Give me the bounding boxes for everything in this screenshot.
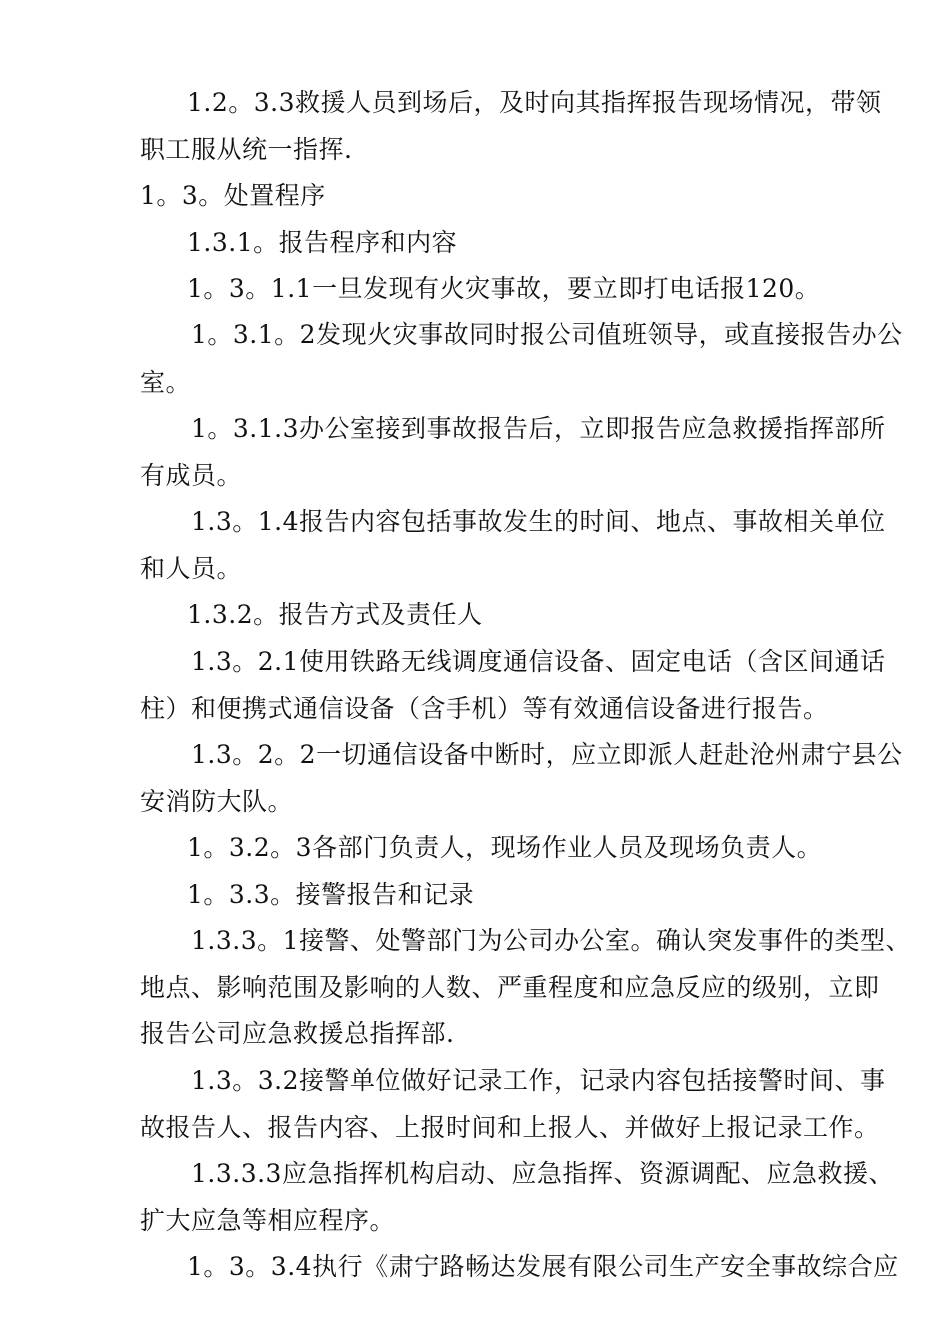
paragraph-line: 职工服从统一指挥. bbox=[140, 135, 353, 164]
paragraph-line: 有成员。 bbox=[140, 461, 243, 490]
paragraph-line: 1。3.1。2发现火灾事故同时报公司值班领导，或直接报告办公 bbox=[191, 320, 903, 349]
paragraph-line: 1.2。3.3救援人员到场后，及时向其指挥报告现场情况，带领 bbox=[187, 88, 882, 117]
paragraph-line: 1.3。2。2一切通信设备中断时，应立即派人赶赴沧州肃宁县公 bbox=[191, 740, 903, 769]
paragraph-line: 1。3。1.1一旦发现有火灾事故，要立即打电话报120。 bbox=[187, 274, 821, 303]
subsection-heading: 1.3.2。报告方式及责任人 bbox=[187, 600, 483, 629]
paragraph-line: 1。3.1.3办公室接到事故报告后，立即报告应急救援指挥部所 bbox=[191, 414, 886, 443]
paragraph-line: 1.3。3.2接警单位做好记录工作，记录内容包括接警时间、事 bbox=[191, 1066, 886, 1095]
paragraph-line: 1。3.2。3各部门负责人，现场作业人员及现场负责人。 bbox=[187, 833, 823, 862]
paragraph-line: 报告公司应急救援总指挥部. bbox=[140, 1019, 455, 1048]
paragraph-line: 1。3。3.4执行《肃宁路畅达发展有限公司生产安全事故综合应 bbox=[187, 1252, 899, 1281]
subsection-heading: 1。3.3。接警报告和记录 bbox=[187, 880, 475, 909]
paragraph-line: 和人员。 bbox=[140, 554, 243, 583]
paragraph-line: 1.3。2.1使用铁路无线调度通信设备、固定电话（含区间通话 bbox=[191, 647, 886, 676]
paragraph-line: 安消防大队。 bbox=[140, 787, 294, 816]
paragraph-line: 1.3.3。1接警、处警部门为公司办公室。确认突发事件的类型、 bbox=[191, 926, 912, 955]
paragraph-line: 地点、影响范围及影响的人数、严重程度和应急反应的级别，立即 bbox=[140, 973, 880, 1002]
section-heading: 1。3。处置程序 bbox=[140, 181, 326, 210]
paragraph-line: 扩大应急等相应程序。 bbox=[140, 1206, 396, 1235]
paragraph-line: 故报告人、报告内容、上报时间和上报人、并做好上报记录工作。 bbox=[140, 1113, 880, 1142]
paragraph-line: 1.3。1.4报告内容包括事故发生的时间、地点、事故相关单位 bbox=[191, 507, 886, 536]
paragraph-line: 1.3.3.3应急指挥机构启动、应急指挥、资源调配、应急救援、 bbox=[191, 1159, 894, 1188]
subsection-heading: 1.3.1。报告程序和内容 bbox=[187, 228, 458, 257]
paragraph-line: 柱）和便携式通信设备（含手机）等有效通信设备进行报告。 bbox=[140, 694, 829, 723]
paragraph-line: 室。 bbox=[140, 368, 192, 397]
